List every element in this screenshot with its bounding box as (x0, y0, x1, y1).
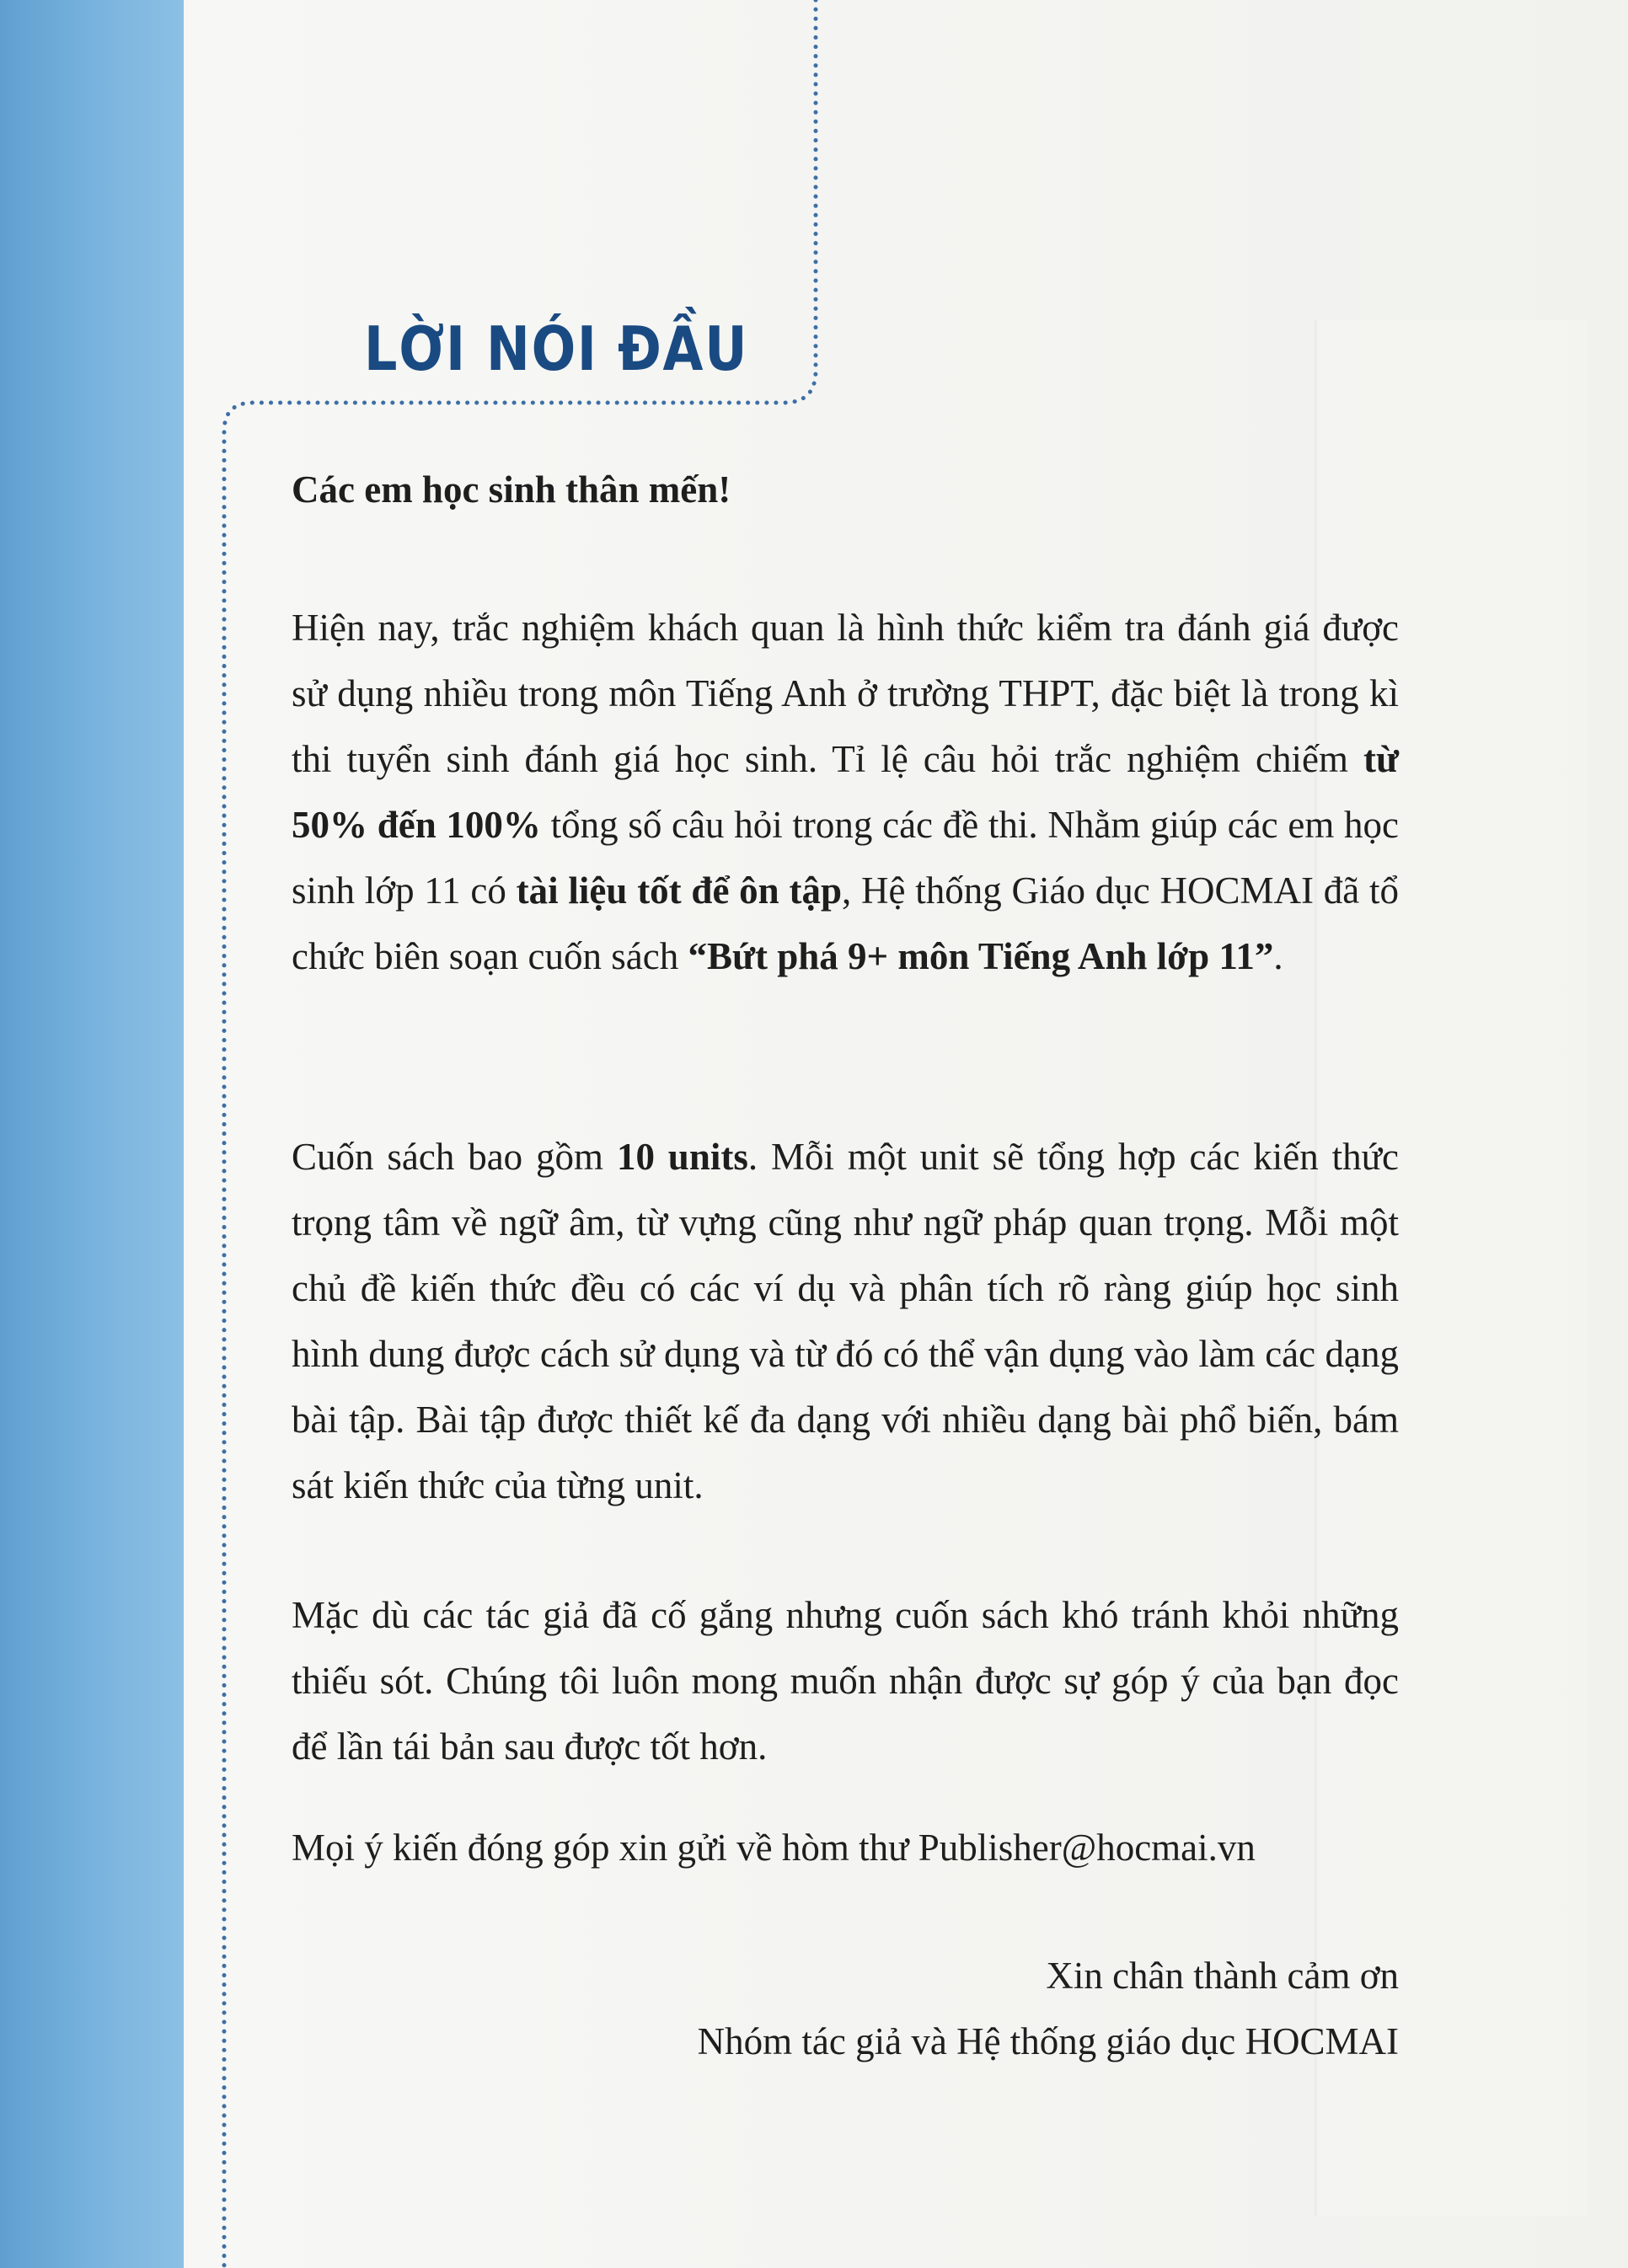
authors-line: Nhóm tác giả và Hệ thống giáo dục HOCMAI (697, 2020, 1399, 2062)
content-paragraph: Cuốn sách bao gồm 10 units. Mỗi một unit sẽ tổng hợp các kiến thức trọng tâm về ngữ âm, từ vựng cũng như ngữ pháp quan trọng. Mỗi một chủ đề kiến thức đều có các ví dụ và phân tích rõ ràng giúp học sinh hình dung được cách sử dụng và từ đó có thể vận dụng vào làm các dạng bài tập. Bài tập được thiết kế đa dạng với nhiều dạng bài phổ biến, bám sát kiến thức của từng unit. (292, 1136, 1400, 1506)
intro-paragraph: Hiện nay, trắc nghiệm khách quan là hình thức kiểm tra đánh giá được sử dụng nhiều trong môn Tiếng Anh ở trường THPT, đặc biệt là trong kì thi tuyển sinh đánh giá học sinh. Tỉ lệ câu hỏi trắc nghiệm chiếm từ 50% đến 100% tổng số câu hỏi trong các đề thi. Nhằm giúp các em học sinh lớp 11 có tài liệu tốt để ôn tập, Hệ thống Giáo dục HOCMAI đã tổ chức biên soạn cuốn sách “Bứt phá 9+ môn Tiếng Anh lớp 11”. (292, 607, 1399, 977)
greeting: Các em học sinh thân mến! (292, 468, 731, 511)
contact-line: Mọi ý kiến đóng góp xin gửi về hòm thư Publisher@hocmai.vn (292, 1827, 1256, 1869)
apology-paragraph: Mặc dù các tác giả đã cố gắng nhưng cuốn sách khó tránh khỏi những thiếu sót. Chúng tôi luôn mong muốn nhận được sự góp ý của bạn đọc để lần tái bản sau được tốt hơn. (292, 1594, 1399, 1768)
page-title: LỜI NÓI ĐẦU (364, 313, 749, 384)
thanks-line: Xin chân thành cảm ơn (1046, 1955, 1399, 1997)
